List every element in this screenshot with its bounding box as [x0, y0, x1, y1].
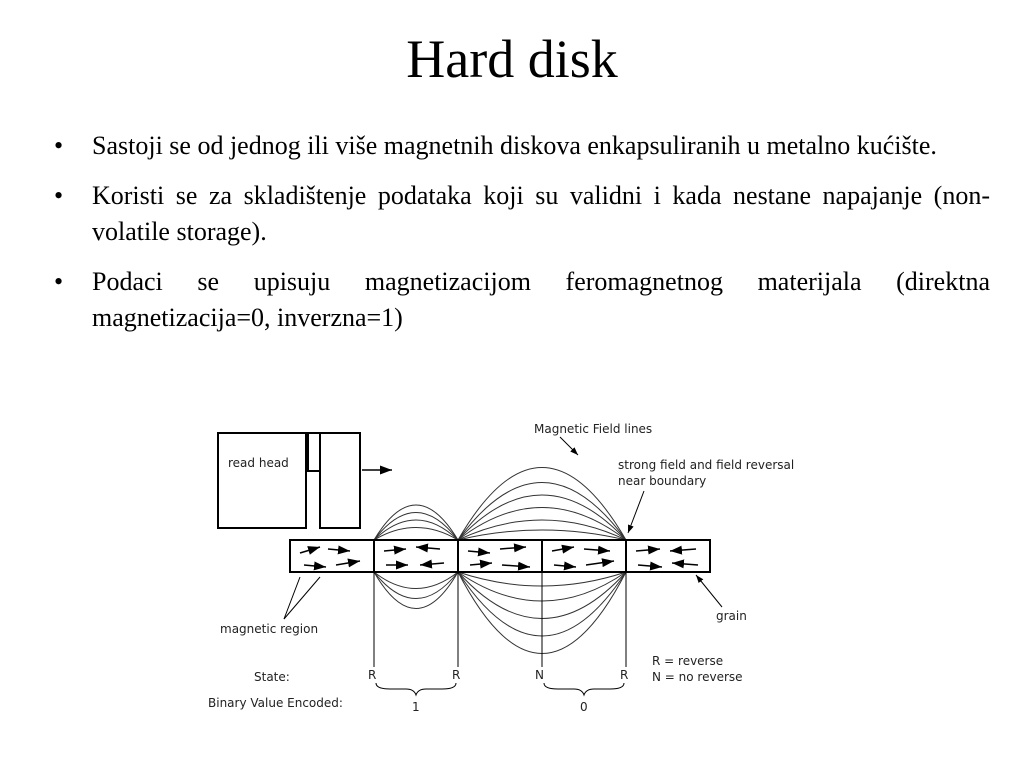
state-2: N — [535, 668, 544, 682]
read-head-label: read head — [228, 456, 289, 470]
bullet-item — [50, 128, 990, 164]
bullet-item — [50, 178, 990, 250]
bullet-symbol: • — [54, 181, 64, 210]
strong-field-label-2: near boundary — [618, 474, 707, 488]
legend-reverse: R = reverse — [652, 654, 724, 668]
bullet-list — [50, 128, 990, 350]
field-lines-top — [374, 468, 626, 541]
field-lines-bottom — [374, 572, 626, 654]
bullet-text: Koristi se za skladištenje podataka koji su validni i kada nestane napajanje (non-volatile storage). — [92, 181, 990, 246]
slide-title: Hard disk — [406, 29, 618, 89]
state-0: R — [368, 668, 377, 682]
grain-label: grain — [716, 609, 747, 623]
magnetic-region-label: magnetic region — [220, 622, 319, 636]
magnetic-strip — [290, 540, 710, 572]
hard-disk-diagram — [200, 415, 840, 725]
bullet-text: Sastoji se od jednog ili više magnetnih diskova enkapsuliranih u metalno kućište. — [92, 131, 937, 160]
state-1: R — [452, 668, 461, 682]
state-3: R — [620, 668, 629, 682]
state-label: State: — [254, 670, 290, 684]
bullet-symbol: • — [54, 131, 64, 160]
field-lines-label: Magnetic Field lines — [534, 422, 653, 436]
encoded-0: 1 — [412, 700, 420, 714]
encoded-1: 0 — [580, 700, 588, 714]
strong-field-label-1: strong field and field reversal — [618, 458, 795, 472]
bullet-symbol: • — [54, 267, 64, 296]
legend-no-reverse: N = no reverse — [652, 670, 743, 684]
bullet-text: Podaci se upisuju magnetizacijom feromagnetnog materijala (direktna magnetizacija=0, inverzna=1) — [92, 267, 990, 332]
bullet-item — [50, 264, 990, 336]
binary-label: Binary Value Encoded: — [208, 696, 343, 710]
read-head — [218, 433, 392, 528]
